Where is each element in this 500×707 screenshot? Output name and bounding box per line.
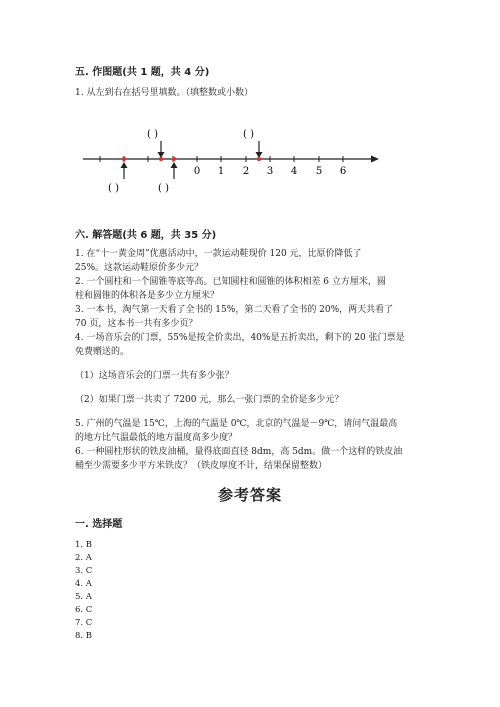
- question-5-1: 1. 从左到右在括号里填数。（填整数或小数）: [75, 88, 253, 98]
- tick-label: 2: [242, 166, 250, 177]
- problem-line: 的地方比气温最低的地方温度高多少度？: [75, 433, 238, 443]
- answer-item: 3. C: [75, 566, 93, 576]
- problem-line: 4. 一场音乐会的门票，55%是按全价卖出，40%是五折卖出，剩下的 20 张门票是: [75, 333, 405, 343]
- problem-line: 70 页，这本书一共有多少页？: [75, 319, 198, 329]
- blank-bottom-left: ( ): [108, 183, 119, 194]
- up-arrow-left-icon: [121, 162, 128, 179]
- tick-label: 5: [315, 166, 323, 177]
- sub-question-2: （2）如果门票一共卖了 7200 元，那么一张门票的全价是多少元？: [75, 395, 344, 405]
- problem-line: 柱和圆锥的体积各是多少立方厘米？: [75, 291, 220, 301]
- problem-line: 2. 一个圆柱和一个圆锥等底等高。已知圆柱和圆锥的体积相差 6 立方厘米，圆: [75, 277, 386, 287]
- number-line-axis: [83, 156, 379, 163]
- answer-item: 4. A: [75, 579, 92, 589]
- blank-top-left: ( ): [147, 129, 158, 140]
- marked-point: [159, 157, 163, 161]
- problem-line: 1. 在“十一黄金周”优惠活动中，一款运动鞋现价 120 元，比原价降低了: [75, 249, 362, 259]
- tick-label: 3: [266, 166, 274, 177]
- down-arrow-right-icon: [256, 141, 263, 158]
- answers-title: 参考答案: [217, 486, 282, 504]
- marked-point: [172, 157, 176, 161]
- axis-arrow-icon: [371, 156, 379, 163]
- tick-label: 0: [193, 166, 201, 177]
- problem-line: 5. 广州的气温是 15℃，上海的气温是 0℃，北京的气温是－9℃，请问气温最高: [75, 419, 398, 429]
- problem-line: 免费赠送的。: [75, 347, 130, 357]
- problem-line: 桶至少需要多少平方米铁皮？（铁皮厚度不计，结果保留整数）: [75, 461, 328, 471]
- problem-line: 25%。这款运动鞋原价多少元？: [75, 263, 204, 273]
- sub-question-1: （1）这场音乐会的门票一共有多少张？: [75, 371, 234, 381]
- answer-item: 7. C: [75, 618, 93, 628]
- tick-label: 4: [290, 166, 298, 177]
- answers-section-1-heading: 一. 选择题: [75, 519, 123, 530]
- answer-item: 5. A: [75, 592, 92, 602]
- up-arrow-right-icon: [171, 162, 178, 179]
- tick-label: 6: [339, 166, 347, 177]
- problem-line: 6. 一种圆柱形状的铁皮油桶，量得底面直径 8dm，高 5dm。做一个这样的铁皮油: [75, 447, 403, 457]
- answer-item: 6. C: [75, 605, 93, 615]
- tick-label: 1: [217, 166, 225, 177]
- blank-top-right: ( ): [243, 129, 254, 140]
- number-line-figure: [75, 122, 385, 202]
- problem-line: 3. 一本书，淘气第一天看了全书的 15%，第二天看了全书的 20%，两天共看了: [75, 305, 394, 315]
- marked-point: [257, 157, 261, 161]
- section-6-heading: 六. 解答题(共 6 题，共 35 分): [75, 230, 217, 241]
- answer-item: 8. B: [75, 631, 93, 641]
- marked-point: [122, 157, 126, 161]
- section-5-heading: 五. 作图题(共 1 题，共 4 分): [75, 67, 210, 78]
- down-arrow-left-icon: [158, 141, 165, 158]
- answer-item: 1. B: [75, 540, 93, 550]
- answer-item: 2. A: [75, 553, 92, 563]
- blank-bottom-right: ( ): [158, 183, 169, 194]
